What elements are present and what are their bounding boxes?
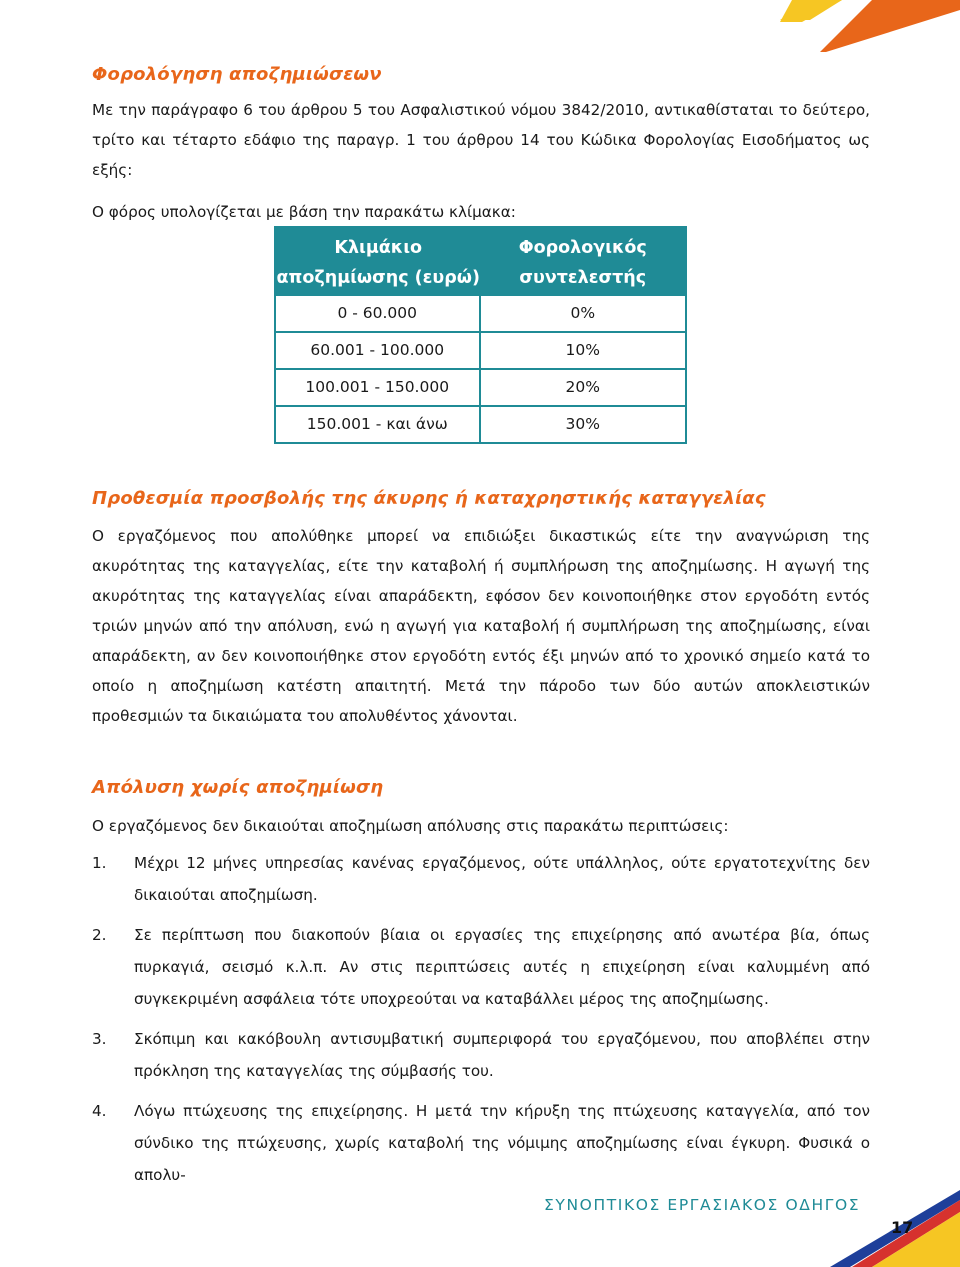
list-item-number: 2. — [92, 926, 107, 944]
table-row — [274, 370, 687, 407]
table-cell-range: 150.001 - και άνω — [276, 407, 481, 442]
list-item-text: Λόγω πτώχευσης της επιχείρησης. Η μετά την κήρυξη της πτώχευσης καταγγελία, από τον σύνδικο της πτώχευσης, χωρίς καταβολή της νόμιμης αποζημίωσης είναι έγκυρη. Φυσικά ο απολυ- — [134, 1102, 870, 1184]
paragraph-scale-intro: Ο φόρος υπολογίζεται με βάση την παρακάτω κλίμακα: — [92, 203, 516, 221]
list-item-number: 3. — [92, 1030, 107, 1048]
paragraph-deadline: Ο εργαζόμενος που απολύθηκε μπορεί να επιδιώξει δικαστικώς είτε την αναγνώριση της ακυρότητας της καταγγελίας, είτε την καταβολή ή συμπλήρωση της αποζημίωσης. Η αγωγή της ακυρότητας της καταγγελίας είναι απαράδεκτη, εφόσον δεν κοινοποιήθηκε στον εργοδότη εντός τριών μηνών από την απόλυση, ενώ η αγωγή για καταβολή ή συμπλήρωση της αποζημίωσης, είναι απαράδεκτη, αν δεν κοινοποιήθηκε στον εργοδότη εντός έξι μηνών από το χρονικό σημείο κατά το οποίο η αποζημίωση κατέστη απαιτητή. Μετά την πάροδο των δύο αυτών αποκλειστικών προθεσμιών τα δικαιώματα του απολυθέντος χάνονται. — [92, 527, 870, 725]
table-cell-range: 100.001 - 150.000 — [276, 370, 481, 405]
table-row — [274, 296, 687, 333]
page-number: 17 — [891, 1218, 914, 1237]
table-header-row — [274, 226, 687, 296]
table-row — [274, 407, 687, 444]
top-right-stripes — [780, 0, 960, 60]
list-item — [92, 1095, 870, 1191]
section-heading-dismissal-without-compensation: Απόλυση χωρίς αποζημίωση — [92, 777, 384, 798]
table-cell-rate: 0% — [570, 304, 596, 322]
list-item — [92, 847, 870, 911]
table-cell-range: 60.001 - 100.000 — [276, 333, 481, 368]
table-cell-rate: 30% — [565, 415, 600, 433]
list-item — [92, 919, 870, 1015]
table-cell-rate: 20% — [565, 378, 600, 396]
tax-scale-table — [274, 226, 687, 444]
table-cell-rate: 10% — [565, 341, 600, 359]
orange-stripe — [820, 0, 960, 52]
list-item-text: Μέχρι 12 μήνες υπηρεσίας κανένας εργαζόμενος, ούτε υπάλληλος, ούτε εργατοτεχνίτης δεν δικαιούται αποζημίωση. — [134, 854, 870, 904]
paragraph-dismissal-intro: Ο εργαζόμενος δεν δικαιούται αποζημίωση απόλυσης στις παρακάτω περιπτώσεις: — [92, 817, 729, 835]
table-row — [274, 333, 687, 370]
paragraph-taxation-intro: Με την παράγραφο 6 του άρθρου 5 του Ασφαλιστικού νόμου 3842/2010, αντικαθίσταται το δεύτερο, τρίτο και τέταρτο εδάφιο της παραγρ. 1 του άρθρου 14 του Κώδικα Φορολογίας Εισοδήματος ως εξής: — [92, 101, 870, 179]
list-item — [92, 1023, 870, 1087]
dismissal-cases-list — [92, 847, 870, 1199]
list-item-text: Σε περίπτωση που διακοπούν βίαια οι εργασίες της επιχείρησης από ανωτέρα βία, όπως πυρκαγιά, σεισμό κ.λ.π. Αν στις περιπτώσεις αυτές η επιχείρηση είναι καλυμμένη από συγκεκριμένη ασφάλεια τότε υποχρεούται να καταβάλλει μέρος της αποζημίωσης. — [134, 926, 870, 1008]
list-item-number: 1. — [92, 854, 107, 872]
list-item-number: 4. — [92, 1102, 107, 1120]
list-item-text: Σκόπιμη και κακόβουλη αντισυμβατική συμπεριφορά του εργαζόμενου, που αποβλέπει στην πρόκληση της καταγγελίας της σύμβασής του. — [134, 1030, 870, 1080]
table-header-range: Κλιμάκιο αποζημίωσης (ευρώ) — [276, 238, 480, 288]
section-heading-taxation: Φορολόγηση αποζημιώσεων — [92, 64, 382, 85]
section-heading-deadline: Προθεσμία προσβολής της άκυρης ή καταχρηστικής καταγγελίας — [92, 488, 766, 509]
footer-guide-title: ΣΥΝΟΠΤΙΚΟΣ ΕΡΓΑΣΙΑΚΟΣ ΟΔΗΓΟΣ — [544, 1196, 861, 1214]
table-cell-range: 0 - 60.000 — [276, 296, 481, 331]
table-header-rate: Φορολογικός συντελεστής — [518, 238, 647, 288]
